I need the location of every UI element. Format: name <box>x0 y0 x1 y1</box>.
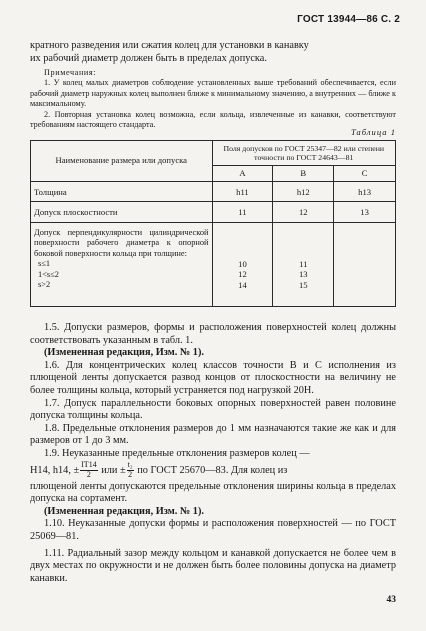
row-flatness-b: 12 <box>273 202 334 223</box>
table-header-class-c: С <box>334 166 396 182</box>
row-perp-b-3: 15 <box>298 279 308 290</box>
amendment-note-1: (Измененная редакция, Изм. № 1). <box>44 347 204 359</box>
fraction-it14-numerator: IT14 <box>81 460 97 470</box>
note-1: 1. У колец малых диаметров соблюдение установленных выше требований обеспечивается, если рабочий диаметр наружных колец выполнен ближе к минимальному значению, а внутренних — ближе к максимальному. <box>30 78 396 109</box>
table-row <box>31 202 396 223</box>
notes-title: Примечания: <box>44 68 97 77</box>
row-perp-sub-3: s>2 <box>38 280 51 290</box>
row-thickness-name: Толщина <box>31 182 213 202</box>
paragraph-1-9-line-3: плющеной ленты допускаются предельные отклонения ширины кольца в пределах допуска на сортамент. <box>30 480 396 505</box>
paragraph-1-11: 1.11. Радиальный зазор между кольцом и канавкой допускается не более чем в двух местах по окружности и не должен быть более половины допуска на диаметр канавки. <box>30 547 396 584</box>
tolerance-table <box>30 140 396 307</box>
paragraph-1-7: 1.7. Допуск параллельности боковых опорных поверхностей равен половине допуска толщины кольца. <box>30 397 396 422</box>
fraction-t2 <box>127 461 134 479</box>
amendment-note-2: (Измененная редакция, Изм. № 1). <box>44 505 204 517</box>
row-perp-sub-2: 1<s≤2 <box>38 269 59 279</box>
page-number: 43 <box>386 595 396 605</box>
note-2: 2. Повторная установка колец возможна, если кольца, извлеченные из канавки, соответствуют требованиям настоящего стандарта. <box>30 109 396 130</box>
paragraph-1-9-formula-line <box>30 461 396 481</box>
row-thickness-c: h13 <box>334 182 396 202</box>
row-perp-a-2: 12 <box>238 269 247 280</box>
fraction-t2-numerator: t₂ <box>127 460 133 470</box>
formula-part-2: или ± <box>101 464 126 476</box>
paragraph-1-8: 1.8. Предельные отклонения размеров до 1 мм назначаются такие же как и для размеров от 1 до 3 мм. <box>30 422 396 447</box>
page-header: ГОСТ 13944—86 С. 2 <box>297 14 400 25</box>
row-perp-b-2: 13 <box>298 269 308 280</box>
body-text <box>30 322 396 585</box>
table-header-group: Поля допусков по ГОСТ 25347—82 или степени точности по ГОСТ 24643—81 <box>212 141 395 166</box>
paragraph-1-5: 1.5. Допуски размеров, формы и расположения поверхностей колец должны соответствовать указанным в табл. 1. <box>30 322 396 346</box>
table-header-name: Наименование размера или допуска <box>31 141 213 182</box>
paragraph-1-6: 1.6. Для концентрических колец классов точности В и С исполнения из плющеной ленты допускается развод концов от плоскостности на величину не более толщины кольца, который устраняется под нагрузкой 20Н. <box>30 359 396 396</box>
row-perp-a-1: 10 <box>238 259 247 269</box>
row-perp-sub-1: s≤1 <box>38 259 51 269</box>
intro-paragraph <box>30 40 396 65</box>
table-header-class-a: А <box>212 166 273 182</box>
row-flatness-c: 13 <box>334 202 396 223</box>
row-perpendicularity-name: Допуск перпендикулярности цилиндрической поверхности рабочего диаметра к опорной боковой поверхности кольца при толщине: <box>34 228 209 258</box>
table-row <box>31 182 396 202</box>
row-flatness-a: 11 <box>212 202 273 223</box>
notes-block <box>30 68 396 130</box>
fraction-t2-denominator: 2 <box>128 469 133 479</box>
row-thickness-a: h11 <box>212 182 273 202</box>
row-perp-b-1: 11 <box>299 259 308 269</box>
fraction-it14-denominator: 2 <box>86 469 91 479</box>
row-perp-a-3: 14 <box>238 279 247 290</box>
intro-line-1: кратного разведения или сжатия колец для установки в канавку <box>30 40 309 51</box>
formula-part-1: H14, h14, ± <box>30 464 80 476</box>
table-caption: Таблица 1 <box>350 127 396 137</box>
table-row <box>31 223 396 307</box>
fraction-it14 <box>80 461 98 479</box>
table-header-class-b: В <box>273 166 334 182</box>
paragraph-1-9-line-1: 1.9. Неуказанные предельные отклонения размеров колец — <box>44 447 310 459</box>
row-thickness-b: h12 <box>273 182 334 202</box>
paragraph-1-10: 1.10. Неуказанные допуски формы и расположения поверхностей — по ГОСТ 25069—81. <box>30 518 396 542</box>
intro-line-2: их рабочий диаметр должен быть в пределах допуска. <box>30 52 267 64</box>
formula-part-3: по ГОСТ 25670—83. Для колец из <box>137 464 288 476</box>
row-flatness-name: Допуск плоскостности <box>31 202 213 223</box>
